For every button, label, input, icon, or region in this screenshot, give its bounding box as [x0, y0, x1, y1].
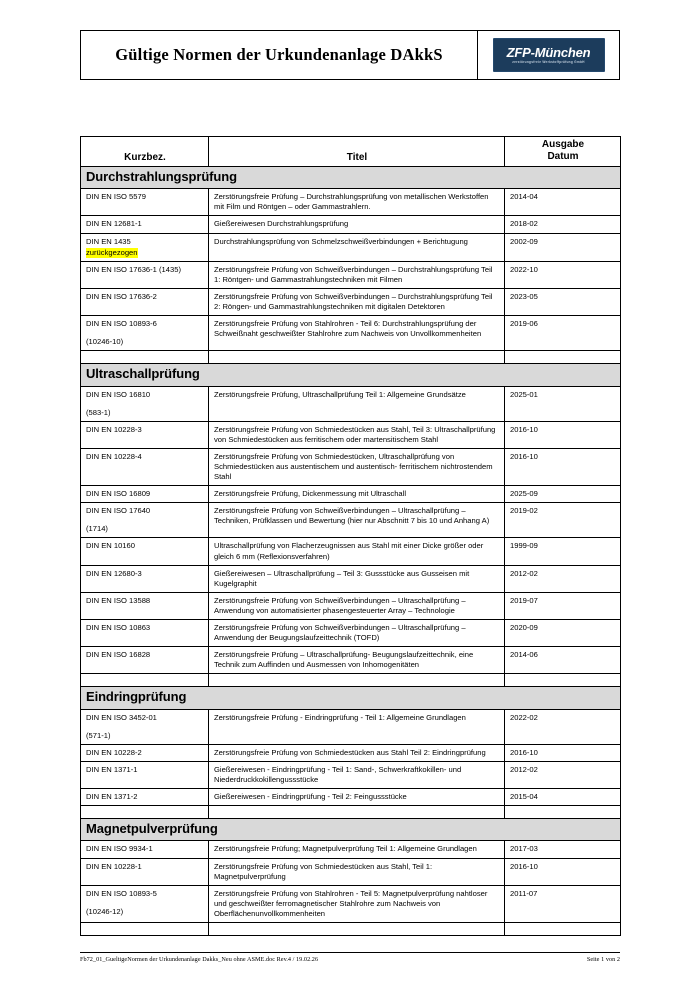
- footer-document-reference: Fb72_01_GueltigeNormen der Urkundenanlage Dakks_Neu ohne ASME.doc Rev.4 / 19.02.26: [80, 956, 319, 963]
- kurzbez-alt-reference: (571-1): [86, 730, 111, 740]
- cell-ausgabe-datum: 2011-07: [505, 885, 621, 922]
- table-header: [81, 137, 621, 167]
- page-footer: [80, 952, 620, 963]
- cell-titel: Durchstrahlungsprüfung von Schmelzschweißverbindungen + Berichtugung: [209, 233, 505, 261]
- cell-ausgabe-datum: 2002-09: [505, 233, 621, 261]
- cell-ausgabe-datum: 2022-10: [505, 261, 621, 288]
- cell-titel: Zerstörungsfreie Prüfung von Stahlrohren - Teil 6: Durchstrahlungsprüfung der Schweißnaht geschweißter Stahlrohre zum Nachweis von Unvollkommenheiten: [209, 316, 505, 351]
- cell-ausgabe-datum: 2016-10: [505, 744, 621, 761]
- table-header-row: [81, 137, 621, 167]
- cell-ausgabe-datum: 2016-10: [505, 448, 621, 485]
- table-row: [81, 448, 621, 485]
- kurzbez-text: DIN EN ISO 16828: [86, 650, 151, 660]
- table-spacer-cell: [209, 806, 505, 819]
- kurzbez-text: DIN EN 12681-1: [86, 219, 142, 229]
- cell-ausgabe-datum: 2023-05: [505, 288, 621, 315]
- cell-titel: Gießereiwesen - Eindringprüfung - Teil 1: Sand-, Schwerkraftkokillen- und Niederdruckkokillengussstücke: [209, 761, 505, 788]
- cell-kurzbez: [81, 761, 209, 788]
- cell-ausgabe-datum: 2017-03: [505, 841, 621, 858]
- cell-titel: Zerstörungsfreie Prüfung – Ultraschallprüfung- Beugungslaufzeittechnik, eine Technik zum Auffinden und Ausmessen von Inhomogenitäten: [209, 647, 505, 674]
- cell-kurzbez: [81, 261, 209, 288]
- cell-titel: Zerstörungsfreie Prüfung von Schweißverbindungen – Durchstrahlungsprüfung Teil 2: Röngen- und Gammastrahlungstechniken mit digitalen Detektoren: [209, 288, 505, 315]
- section-heading-row: [81, 819, 621, 841]
- cell-ausgabe-datum: 2014-04: [505, 189, 621, 216]
- standards-table: [80, 136, 621, 936]
- table-spacer-cell: [209, 923, 505, 936]
- table-spacer-row: [81, 674, 621, 687]
- column-header-kurzbez: Kurzbez.: [81, 137, 209, 167]
- cell-kurzbez: [81, 885, 209, 922]
- kurzbez-text: DIN EN ISO 17640: [86, 506, 151, 516]
- table-row: [81, 841, 621, 858]
- section-heading: Eindringprüfung: [81, 687, 621, 709]
- cell-kurzbez: [81, 448, 209, 485]
- cell-kurzbez: [81, 620, 209, 647]
- zfp-muenchen-logo: [493, 38, 605, 72]
- kurzbez-text: DIN EN ISO 10893-5: [86, 888, 157, 898]
- section-heading-row: [81, 687, 621, 709]
- table-row: [81, 858, 621, 885]
- cell-ausgabe-datum: 2018-02: [505, 216, 621, 233]
- cell-titel: Zerstörungsfreie Prüfung von Schmiedestücken aus Stahl, Teil 1: Magnetpulverprüfung: [209, 858, 505, 885]
- cell-kurzbez: [81, 316, 209, 351]
- section-heading-row: [81, 167, 621, 189]
- table-row: [81, 503, 621, 538]
- kurzbez-text: DIN EN 1435: [86, 236, 131, 246]
- cell-titel: Zerstörungsfreie Prüfung von Schmiedestücken aus Stahl Teil 2: Eindringprüfung: [209, 744, 505, 761]
- table-spacer-row: [81, 806, 621, 819]
- document-header: [80, 30, 620, 80]
- cell-titel: Ultraschallprüfung von Flacherzeugnissen aus Stahl mit einer Dicke größer oder gleich 6 mm (Reflexionsverfahren): [209, 538, 505, 565]
- cell-ausgabe-datum: 2020-09: [505, 620, 621, 647]
- cell-kurzbez: [81, 421, 209, 448]
- table-row: [81, 288, 621, 315]
- kurzbez-text: DIN EN 10160: [86, 541, 135, 551]
- logo-main-text: ZFP-München: [506, 45, 591, 60]
- cell-kurzbez: [81, 503, 209, 538]
- column-header-ausgabe: Ausgabe: [541, 139, 585, 150]
- cell-titel: Zerstörungsfreie Prüfung von Schweißverbindungen – Ultraschallprüfung – Anwendung von automatisierter phasengesteuerter Array – Technologie: [209, 592, 505, 619]
- kurzbez-text: DIN EN ISO 16810: [86, 389, 151, 399]
- cell-ausgabe-datum: 1999-09: [505, 538, 621, 565]
- column-header-datum: Datum: [547, 150, 579, 162]
- kurzbez-text: DIN EN 10228-4: [86, 451, 142, 461]
- cell-kurzbez: [81, 233, 209, 261]
- table-spacer-cell: [81, 674, 209, 687]
- section-heading-row: [81, 364, 621, 386]
- kurzbez-text: DIN EN ISO 10863: [86, 623, 151, 633]
- section-heading: Magnetpulverprüfung: [81, 819, 621, 841]
- cell-titel: Gießereiwesen – Ultraschallprüfung – Teil 3: Gussstücke aus Gusseisen mit Kugelgraphit: [209, 565, 505, 592]
- table-spacer-cell: [81, 806, 209, 819]
- cell-kurzbez: [81, 486, 209, 503]
- cell-titel: Zerstörungsfreie Prüfung – Durchstrahlungsprüfung von metallischen Werkstoffen mit Film und Röntgen – oder Gammastrahlern.: [209, 189, 505, 216]
- cell-titel: Zerstörungsfreie Prüfung von Schweißverbindungen – Durchstrahlungsprüfung Teil 1: Röntgen- und Gammastrahlungstechniken mit Filmen: [209, 261, 505, 288]
- cell-kurzbez: [81, 565, 209, 592]
- cell-titel: Zerstörungsfreie Prüfung von Schmiedestücken, Ultraschallprüfung von Schmiedestücken aus austentischem und austentisch- ferritischem nichtrostendem Stahl: [209, 448, 505, 485]
- cell-ausgabe-datum: 2019-07: [505, 592, 621, 619]
- kurzbez-text: DIN EN 10228-3: [86, 424, 142, 434]
- kurzbez-text: DIN EN ISO 17636-2: [86, 291, 157, 301]
- table-spacer-cell: [81, 351, 209, 364]
- cell-ausgabe-datum: 2015-04: [505, 789, 621, 806]
- table-row: [81, 261, 621, 288]
- cell-ausgabe-datum: 2019-06: [505, 316, 621, 351]
- table-spacer-cell: [505, 351, 621, 364]
- page-title: Gültige Normen der Urkundenanlage DAkkS: [115, 45, 443, 64]
- table-row: [81, 789, 621, 806]
- cell-titel: Zerstörungsfreie Prüfung von Stahlrohren - Teil 5: Magnetpulverprüfung nahtloser und geschweißter ferromagnetischer Stahlrohre zum Nachweis von Oberflächenunvollkommenheiten: [209, 885, 505, 922]
- table-row: [81, 620, 621, 647]
- cell-kurzbez: [81, 288, 209, 315]
- kurzbez-alt-reference: (10246-10): [86, 337, 124, 347]
- table-spacer-row: [81, 351, 621, 364]
- cell-kurzbez: [81, 709, 209, 744]
- kurzbez-text: DIN EN ISO 3452-01: [86, 712, 157, 722]
- kurzbez-text: DIN EN 1371-2: [86, 792, 138, 802]
- table-spacer-cell: [209, 674, 505, 687]
- table-row: [81, 565, 621, 592]
- table-row: [81, 709, 621, 744]
- table-body: [81, 167, 621, 936]
- cell-titel: Zerstörungsfreie Prüfung, Dickenmessung mit Ultraschall: [209, 486, 505, 503]
- table-row: [81, 744, 621, 761]
- cell-ausgabe-datum: 2025-09: [505, 486, 621, 503]
- table-row: [81, 386, 621, 421]
- table-row: [81, 189, 621, 216]
- section-heading: Ultraschallprüfung: [81, 364, 621, 386]
- column-header-titel: Titel: [209, 137, 505, 167]
- cell-kurzbez: [81, 386, 209, 421]
- kurzbez-text: DIN EN ISO 9934-1: [86, 844, 153, 854]
- table-row: [81, 885, 621, 922]
- kurzbez-highlight-note: zurückgezogen: [86, 247, 138, 257]
- table-row: [81, 316, 621, 351]
- cell-kurzbez: [81, 216, 209, 233]
- kurzbez-text: DIN EN ISO 10893-6: [86, 319, 157, 329]
- cell-kurzbez: [81, 858, 209, 885]
- table-row: [81, 761, 621, 788]
- kurzbez-text: DIN EN ISO 16809: [86, 489, 151, 499]
- kurzbez-text: DIN EN ISO 13588: [86, 595, 151, 605]
- kurzbez-alt-reference: (10246-12): [86, 906, 124, 916]
- cell-titel: Zerstörungsfreie Prüfung von Schmiedestücken aus Stahl, Teil 3: Ultraschallprüfung von Schmiedestücken aus ferritischem oder martensitischem Stahl: [209, 421, 505, 448]
- table-spacer-cell: [81, 923, 209, 936]
- cell-ausgabe-datum: 2025-01: [505, 386, 621, 421]
- cell-titel: Zerstörungsfreie Prüfung von Schweißverbindungen – Ultraschallprüfung – Anwendung der Beugungslaufzeittechnik (TOFD): [209, 620, 505, 647]
- footer-page-number: Seite 1 von 2: [586, 956, 620, 963]
- cell-ausgabe-datum: 2016-10: [505, 421, 621, 448]
- kurzbez-alt-reference: (1714): [86, 524, 108, 534]
- section-heading: Durchstrahlungsprüfung: [81, 167, 621, 189]
- cell-titel: Gießereiwesen - Eindringprüfung - Teil 2: Feingussstücke: [209, 789, 505, 806]
- kurzbez-text: DIN EN 1371-1: [86, 764, 138, 774]
- table-row: [81, 647, 621, 674]
- kurzbez-text: DIN EN 10228-2: [86, 747, 142, 757]
- cell-kurzbez: [81, 592, 209, 619]
- cell-kurzbez: [81, 841, 209, 858]
- kurzbez-text: DIN EN ISO 17636-1 (1435): [86, 264, 181, 274]
- table-spacer-cell: [505, 674, 621, 687]
- kurzbez-text: DIN EN 12680-3: [86, 568, 142, 578]
- cell-titel: Gießereiwesen Durchstrahlungsprüfung: [209, 216, 505, 233]
- table-spacer-cell: [505, 923, 621, 936]
- table-row: [81, 538, 621, 565]
- cell-ausgabe-datum: 2022-02: [505, 709, 621, 744]
- cell-titel: Zerstörungsfreie Prüfung, Ultraschallprüfung Teil 1: Allgemeine Grundsätze: [209, 386, 505, 421]
- cell-titel: Zerstörungsfreie Prüfung; Magnetpulverprüfung Teil 1: Allgemeine Grundlagen: [209, 841, 505, 858]
- cell-kurzbez: [81, 189, 209, 216]
- table-row: [81, 486, 621, 503]
- cell-ausgabe-datum: 2012-02: [505, 565, 621, 592]
- cell-ausgabe-datum: 2014-06: [505, 647, 621, 674]
- column-header-ausgabe-datum: [505, 137, 621, 167]
- kurzbez-text: DIN EN ISO 5579: [86, 192, 146, 202]
- cell-kurzbez: [81, 789, 209, 806]
- cell-kurzbez: [81, 538, 209, 565]
- cell-ausgabe-datum: 2012-02: [505, 761, 621, 788]
- cell-titel: Zerstörungsfreie Prüfung von Schweißverbindungen – Ultraschallprüfung – Techniken, Prüfklassen und Bewertung (hier nur Abschnitt 7 bis 10 und Anhang A): [209, 503, 505, 538]
- kurzbez-alt-reference: (583-1): [86, 407, 111, 417]
- table-spacer-row: [81, 923, 621, 936]
- header-logo-cell: [478, 30, 620, 80]
- table-row: [81, 592, 621, 619]
- table-row: [81, 216, 621, 233]
- cell-ausgabe-datum: 2016-10: [505, 858, 621, 885]
- table-spacer-cell: [505, 806, 621, 819]
- cell-kurzbez: [81, 647, 209, 674]
- cell-titel: Zerstörungsfreie Prüfung - Eindringprüfung - Teil 1: Allgemeine Grundlagen: [209, 709, 505, 744]
- table-row: [81, 421, 621, 448]
- table-spacer-cell: [209, 351, 505, 364]
- table-row: [81, 233, 621, 261]
- logo-sub-text: zerstörungsfreie Werkstoffprüfung GmbH: [512, 59, 585, 65]
- cell-kurzbez: [81, 744, 209, 761]
- kurzbez-text: DIN EN 10228-1: [86, 861, 142, 871]
- header-title-cell: [80, 30, 478, 80]
- cell-ausgabe-datum: 2019-02: [505, 503, 621, 538]
